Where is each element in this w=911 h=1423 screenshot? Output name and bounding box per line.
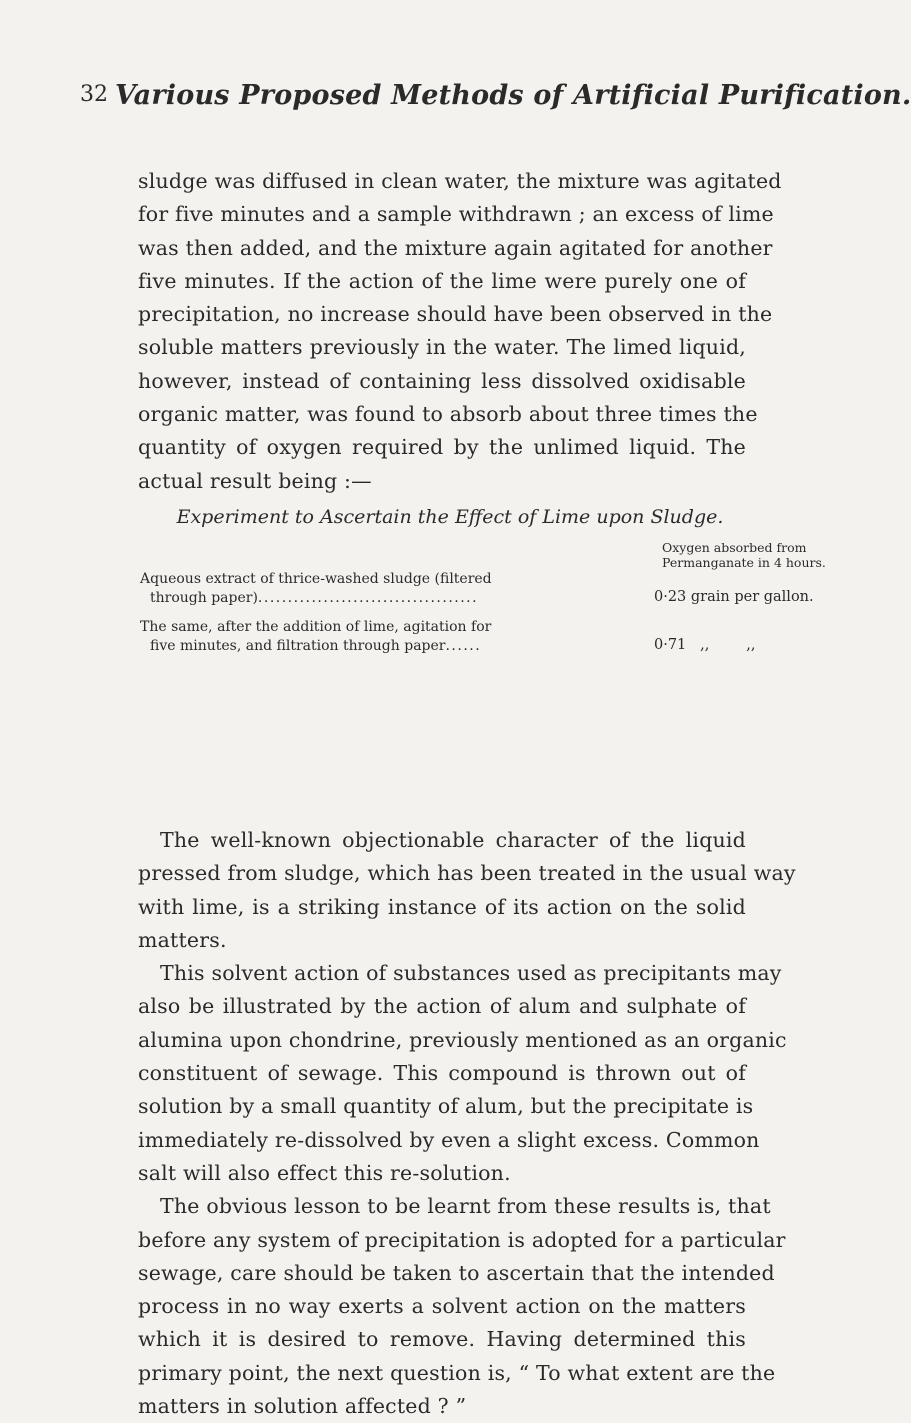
- text-line: sludge was diffused in clean water, the mixture was agitated: [138, 169, 782, 193]
- page-number: 32: [80, 82, 108, 107]
- text-line: immediately re-dissolved by even a slight excess. Common: [138, 1127, 760, 1152]
- page-header: [80, 80, 911, 130]
- text-line: This solvent action of substances used as precipitants may: [160, 961, 782, 986]
- row-description: The same, after the addition of lime, agitation for: [140, 619, 492, 635]
- experiment-title: Experiment to Ascertain the Effect of Lime upon Sludge.: [176, 506, 724, 528]
- text-line: however, instead of containing less dissolved oxidisable: [138, 368, 746, 393]
- text-line: precipitation, no increase should have been observed in the: [138, 302, 773, 327]
- text-line: for five minutes and a sample withdrawn ; an excess of lime: [138, 202, 774, 227]
- text-line: alumina upon chondrine, previously mentioned as an organic: [138, 1027, 787, 1052]
- text-line: with lime, is a striking instance of its action on the solid: [138, 894, 746, 919]
- row-description: Aqueous extract of thrice-washed sludge (filtered: [140, 571, 492, 587]
- column-header: [662, 540, 862, 570]
- text-line: The well-known objectionable character of the liquid: [160, 828, 746, 852]
- text-line: was then added, and the mixture again agitated for another: [138, 235, 773, 260]
- text-line: actual result being :—: [138, 468, 372, 493]
- text-line: matters in solution affected ? ”: [138, 1394, 467, 1419]
- text-line: salt will also effect this re-solution.: [138, 1160, 511, 1185]
- text-line: which it is desired to remove. Having determined this: [138, 1327, 746, 1352]
- table-row: [140, 618, 491, 656]
- row-description-continued: through paper).....................................: [150, 590, 479, 606]
- text-line: organic matter, was found to absorb about three times the: [138, 402, 758, 427]
- row-value: 0·23 grain per gallon.: [654, 589, 814, 605]
- column-header-line: Oxygen absorbed from: [662, 540, 807, 555]
- row-value: 0·71 ,, ,,: [654, 637, 756, 653]
- table-row: [140, 570, 492, 608]
- text-line: before any system of precipitation is adopted for a particular: [138, 1227, 786, 1252]
- text-line: pressed from sludge, which has been treated in the usual way: [138, 861, 796, 886]
- text-line: The obvious lesson to be learnt from these results is, that: [160, 1194, 771, 1219]
- row-description-continued: five minutes, and filtration through paper......: [150, 638, 482, 654]
- text-line: primary point, the next question is, “ To what extent are the: [138, 1360, 776, 1385]
- text-line: sewage, care should be taken to ascertain that the intended: [138, 1260, 775, 1285]
- paragraph-sludge-lime: [138, 165, 782, 498]
- text-line: quantity of oxygen required by the unlimed liquid. The: [138, 435, 746, 460]
- text-line: process in no way exerts a solvent action on the matters: [138, 1294, 746, 1319]
- text-line: constituent of sewage. This compound is thrown out of: [138, 1061, 746, 1086]
- paragraph-solvent-action: [138, 824, 796, 1423]
- text-line: also be illustrated by the action of alum and sulphate of: [138, 994, 746, 1019]
- text-line: solution by a small quantity of alum, but the precipitate is: [138, 1094, 754, 1119]
- text-line: soluble matters previously in the water. The limed liquid,: [138, 335, 746, 360]
- running-title: Various Proposed Methods of Artificial Purification.: [115, 80, 911, 111]
- column-header-line: Permanganate in 4 hours.: [662, 555, 826, 570]
- text-line: five minutes. If the action of the lime were purely one of: [138, 268, 746, 293]
- text-line: matters.: [138, 927, 227, 952]
